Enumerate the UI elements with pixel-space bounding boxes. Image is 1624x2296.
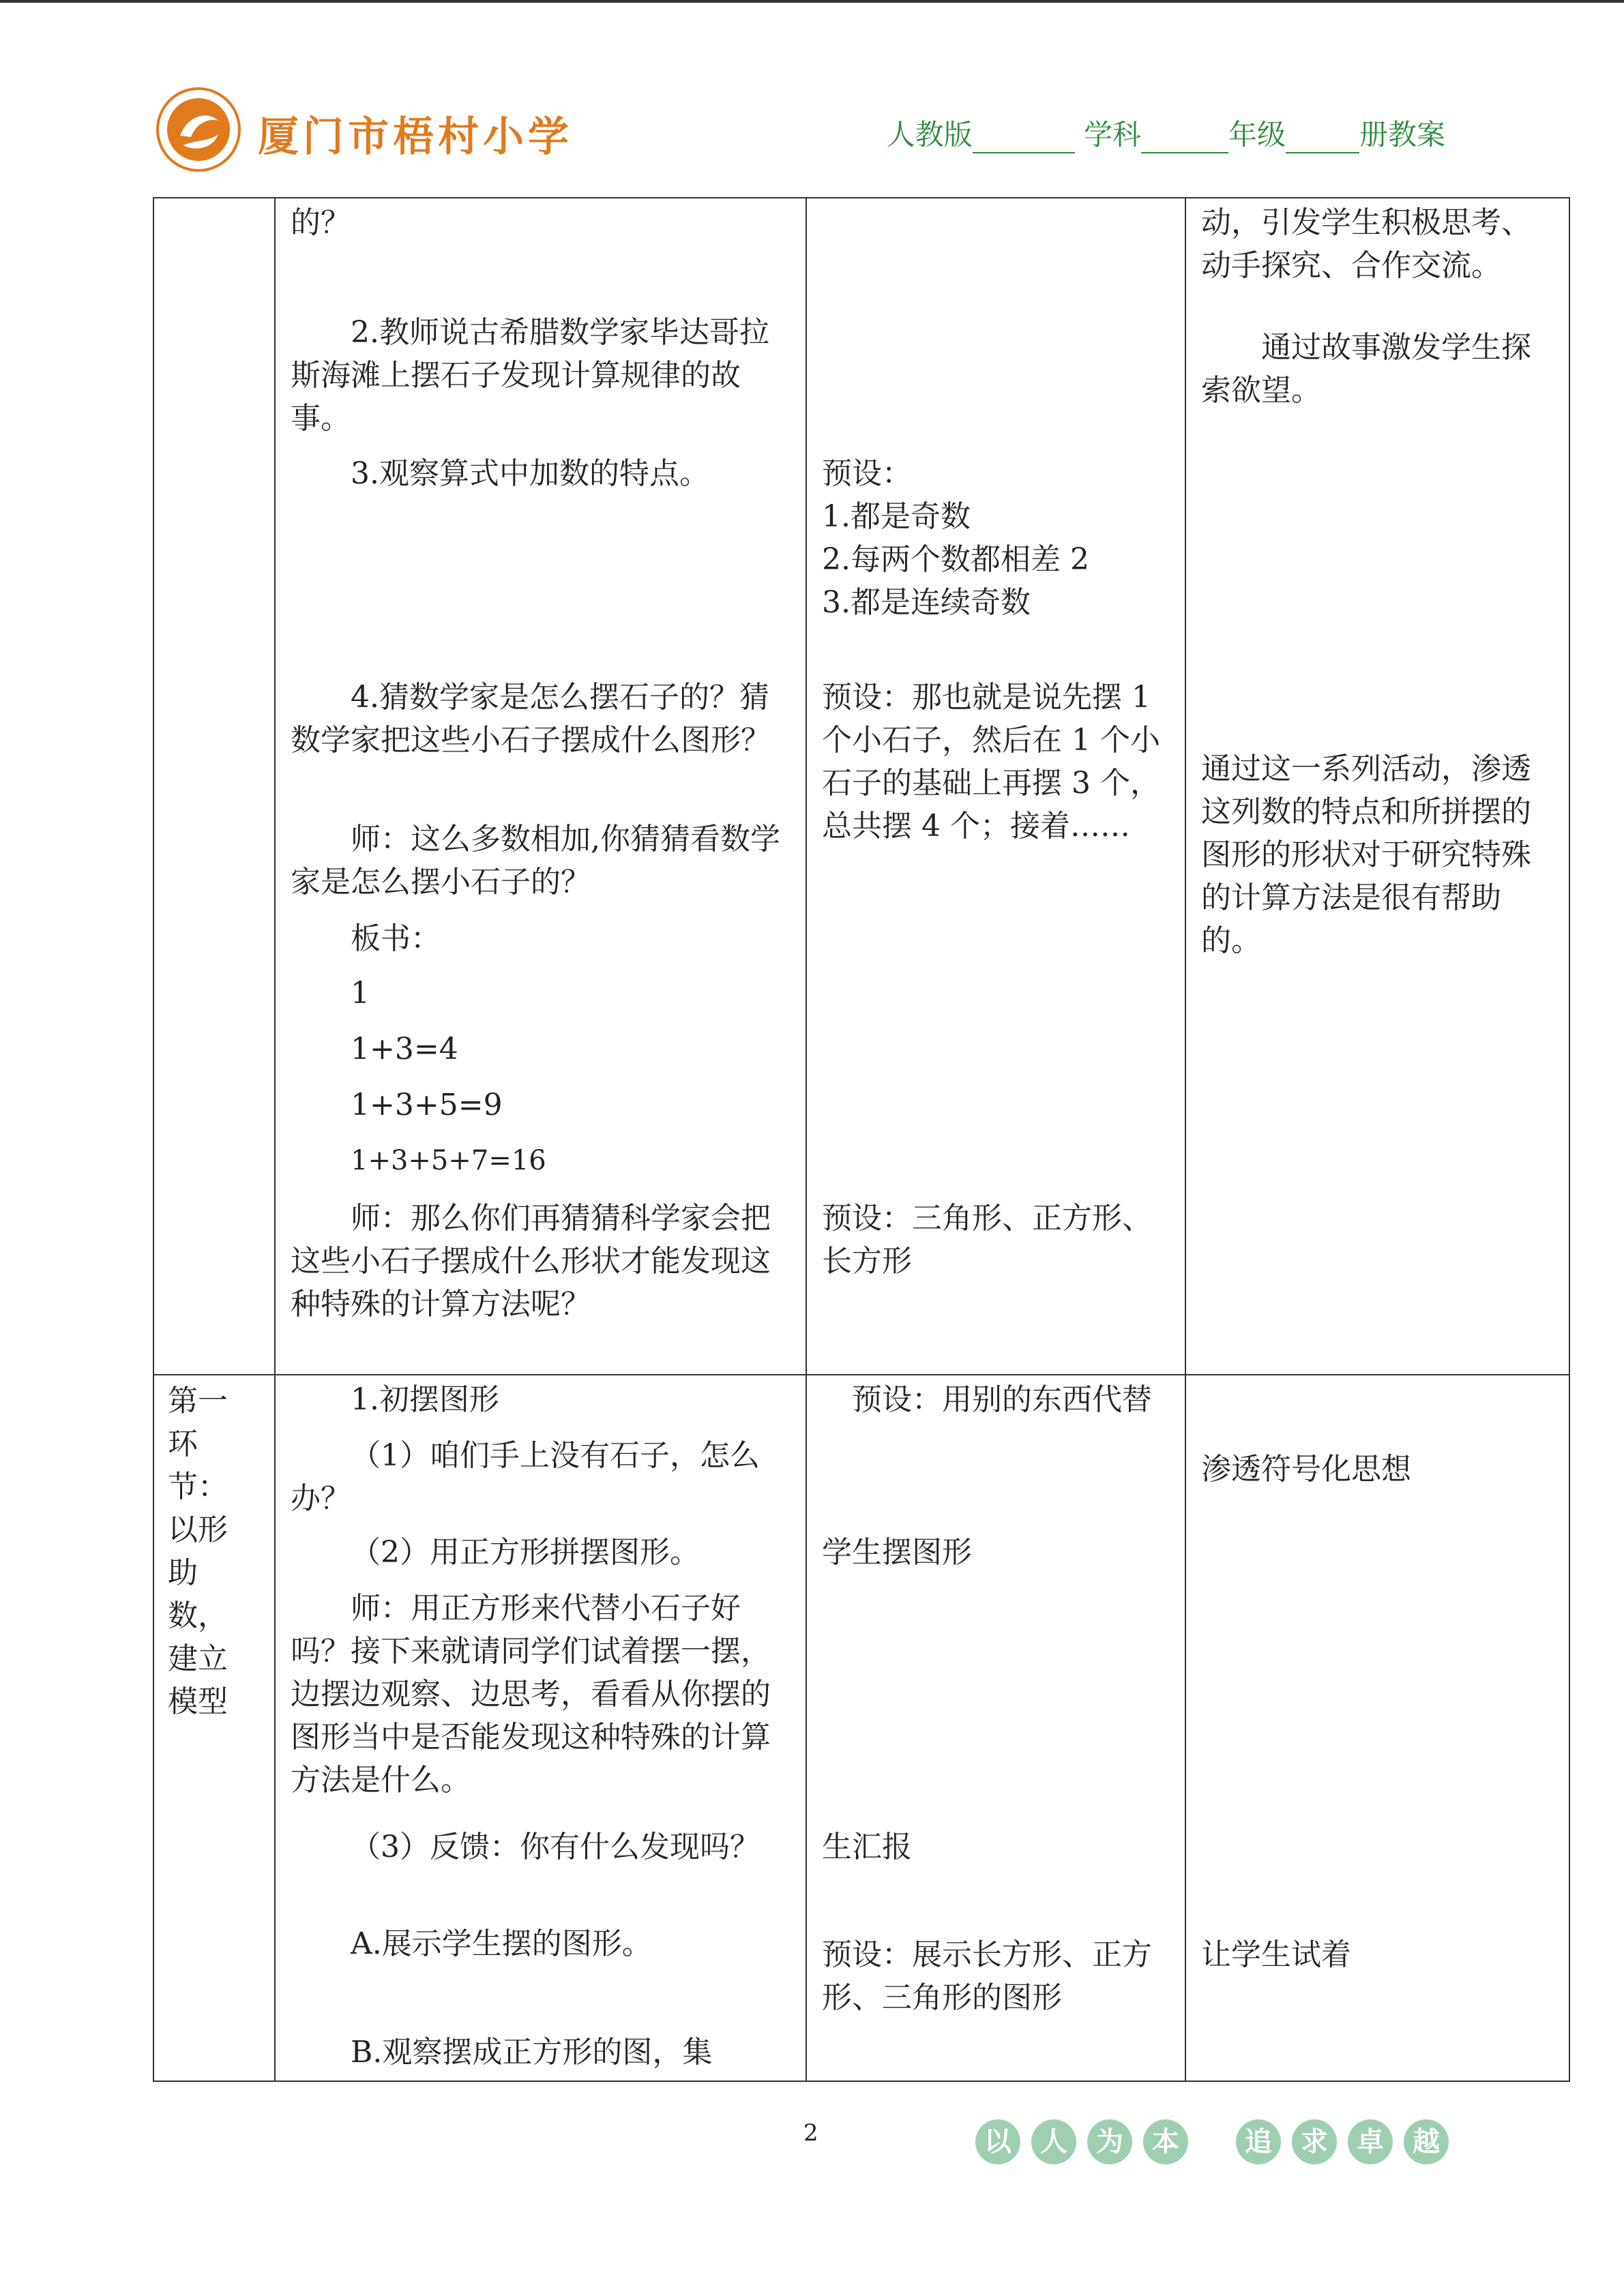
content-text: （3）反馈：你有什么发现吗？	[351, 1830, 760, 1864]
content-text: （1）咱们手上没有石子，怎么办？	[291, 1438, 760, 1516]
student-activity-cell	[806, 1375, 1185, 2081]
motto-char: 卓	[1348, 2119, 1393, 2164]
intent-text: 让学生试着	[1201, 1937, 1351, 1972]
design-intent-cell	[1185, 1375, 1569, 2081]
student-text: 预设：三角形、正方形、长方形	[822, 1201, 1152, 1279]
grade-blank	[1286, 126, 1359, 153]
student-activity-cell	[806, 198, 1185, 1375]
student-text: 2.每两个数都相差 2	[822, 542, 1089, 577]
page-number: 2	[803, 2119, 818, 2147]
lesson-plan-header	[887, 113, 1445, 153]
content-text: A.展示学生摆的图形。	[351, 1926, 652, 1961]
motto-char: 人	[1031, 2119, 1076, 2164]
student-text: 预设：那也就是说先摆 1 个小石子，然后在 1 个小石子的基础上再摆 3 个，总共摆 4 个；接着……	[822, 680, 1160, 844]
motto-char: 以	[975, 2119, 1020, 2164]
content-text: 2.教师说古希腊数学家毕达哥拉斯海滩上摆石子发现计算规律的故事。	[291, 315, 769, 436]
school-name: 厦门市梧村小学	[258, 113, 573, 161]
school-logo	[156, 84, 578, 179]
publisher-blank	[973, 126, 1075, 153]
student-text: 预设：展示长方形、正方形、三角形的图形	[822, 1937, 1152, 2015]
top-border	[0, 0, 1624, 3]
content-text: 板书：	[351, 921, 441, 956]
content-text: 师：用正方形来代替小石子好吗？接下来就请同学们试着摆一摆，边摆边观察、边思考，看看从你摆的图形当中是否能发现这种特殊的计算方法是什么。	[291, 1591, 771, 1798]
table-row	[153, 198, 1569, 1375]
lesson-plan-table	[153, 197, 1570, 2082]
content-text: 1+3+5+7=16	[351, 1145, 546, 1176]
content-text: B.观察摆成正方形的图，集	[351, 2035, 713, 2070]
table-row	[153, 1375, 1569, 2081]
content-text: 4.猜数学家是怎么摆石子的？猜数学家把这些小石子摆成什么图形？	[291, 680, 771, 758]
stage-cell	[153, 198, 275, 1375]
subject-label: 学科	[1083, 118, 1141, 151]
motto-char: 本	[1143, 2119, 1188, 2164]
student-text: 学生摆图形	[822, 1535, 972, 1570]
content-text: 1.初摆图形	[351, 1382, 499, 1417]
intent-text: 通过这一系列活动，渗透这列数的特点和所拼摆的图形的形状对于研究特殊的计算方法是很有帮助的。	[1201, 751, 1531, 958]
student-text: 1.都是奇数	[822, 499, 971, 534]
content-text: 的？	[291, 205, 351, 240]
intent-text: 通过故事激发学生探索欲望。	[1201, 330, 1531, 408]
stage-cell	[153, 1375, 275, 2081]
content-text: 师：那么你们再猜猜科学家会把这些小石子摆成什么形状才能发现这种特殊的计算方法呢？	[291, 1201, 771, 1322]
design-intent-cell	[1185, 198, 1569, 1375]
intent-text: 渗透符号化思想	[1201, 1452, 1411, 1487]
content-text: （2）用正方形拼摆图形。	[351, 1535, 700, 1570]
school-emblem-icon	[156, 87, 241, 173]
teaching-content-cell	[275, 198, 806, 1375]
publisher-label: 人教版	[886, 118, 973, 151]
content-text: 3.观察算式中加数的特点。	[351, 456, 709, 491]
content-text: 1	[351, 976, 370, 1011]
student-text: 生汇报	[822, 1830, 912, 1864]
motto-char: 追	[1236, 2119, 1281, 2164]
motto-char: 为	[1087, 2119, 1132, 2164]
student-text: 3.都是连续奇数	[822, 585, 1031, 620]
stage-label: 第一环节：以形助数，建立模型	[168, 1384, 228, 1719]
motto-char: 越	[1404, 2119, 1449, 2164]
intent-text: 动，引发学生积极思考、动手探究、合作交流。	[1201, 205, 1531, 283]
subject-blank	[1141, 126, 1228, 153]
volume-label: 册教案	[1359, 118, 1445, 151]
content-text: 1+3=4	[351, 1032, 458, 1067]
motto-char: 求	[1292, 2119, 1337, 2164]
student-text: 预设：	[822, 456, 912, 491]
content-text: 1+3+5=9	[351, 1088, 503, 1122]
content-text: 师：这么多数相加,你猜猜看数学家是怎么摆小石子的？	[291, 822, 780, 899]
student-text: 预设：用别的东西代替	[852, 1382, 1152, 1417]
grade-label: 年级	[1228, 118, 1286, 151]
teaching-content-cell	[275, 1375, 806, 2081]
